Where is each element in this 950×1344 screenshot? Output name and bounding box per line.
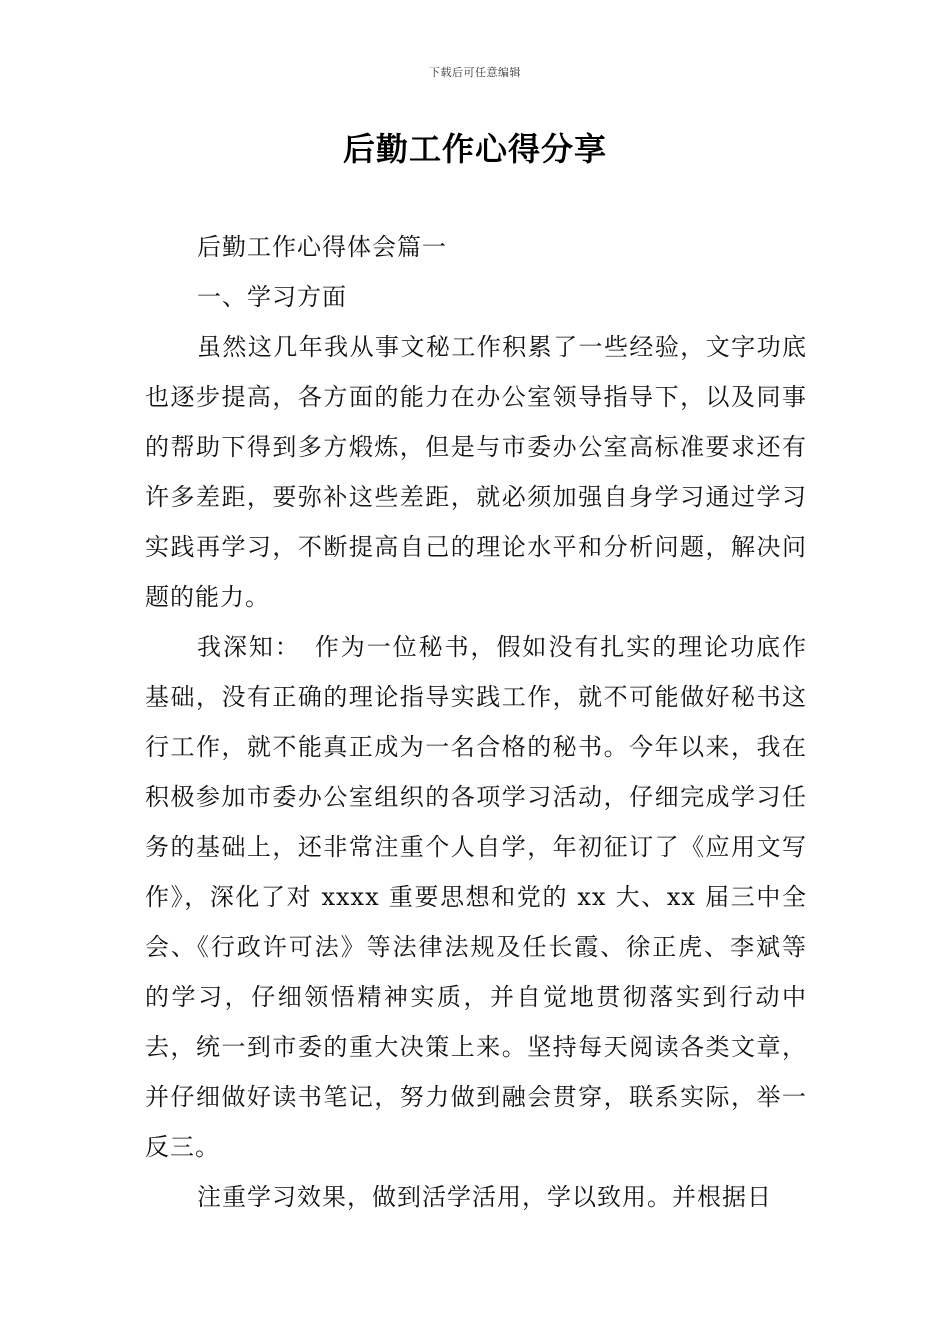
subsection-heading: 一、学习方面 [197, 283, 347, 311]
document-title: 后勤工作心得分享 [342, 130, 607, 168]
body-paragraph: 注重学习效果，做到活学活用，学以致用。并根据日 [197, 1183, 772, 1211]
section-heading: 后勤工作心得体会篇一 [197, 233, 447, 261]
body-paragraph: 虽然这几年我从事文秘工作积累了一些经验，文字功底也逐步提高，各方面的能力在办公室领导指导下，以及同事的帮助下得到多方煅炼，但是与市委办公室高标准要求还有许多差距，要弥补这些差距，就必须加强自身学习通过学习实践再学习，不断提高自己的理论水平和分析问题，解决问题的能力。 [145, 333, 807, 611]
header-note: 下载后可任意编辑 [429, 66, 521, 79]
body-paragraph: 我深知： 作为一位秘书，假如没有扎实的理论功底作基础，没有正确的理论指导实践工作，就不可能做好秘书这行工作，就不能真正成为一名合格的秘书。今年以来，我在积极参加市委办公室组织的各项学习活动，仔细完成学习任务的基础上，还非常注重个人自学，年初征订了《应用文写作》，深化了对 xxxx 重要思想和党的 xx 大、xx 届三中全会、《行政许可法》等法律法规及任长霞、徐正虎、李斌等的学习，仔细领悟精神实质，并自觉地贯彻落实到行动中去，统一到市委的重大决策上来。坚持每天阅读各类文章，并仔细做好读书笔记，努力做到融会贯穿，联系实际，举一反三。 [145, 633, 807, 1161]
document-body [145, 222, 807, 1222]
